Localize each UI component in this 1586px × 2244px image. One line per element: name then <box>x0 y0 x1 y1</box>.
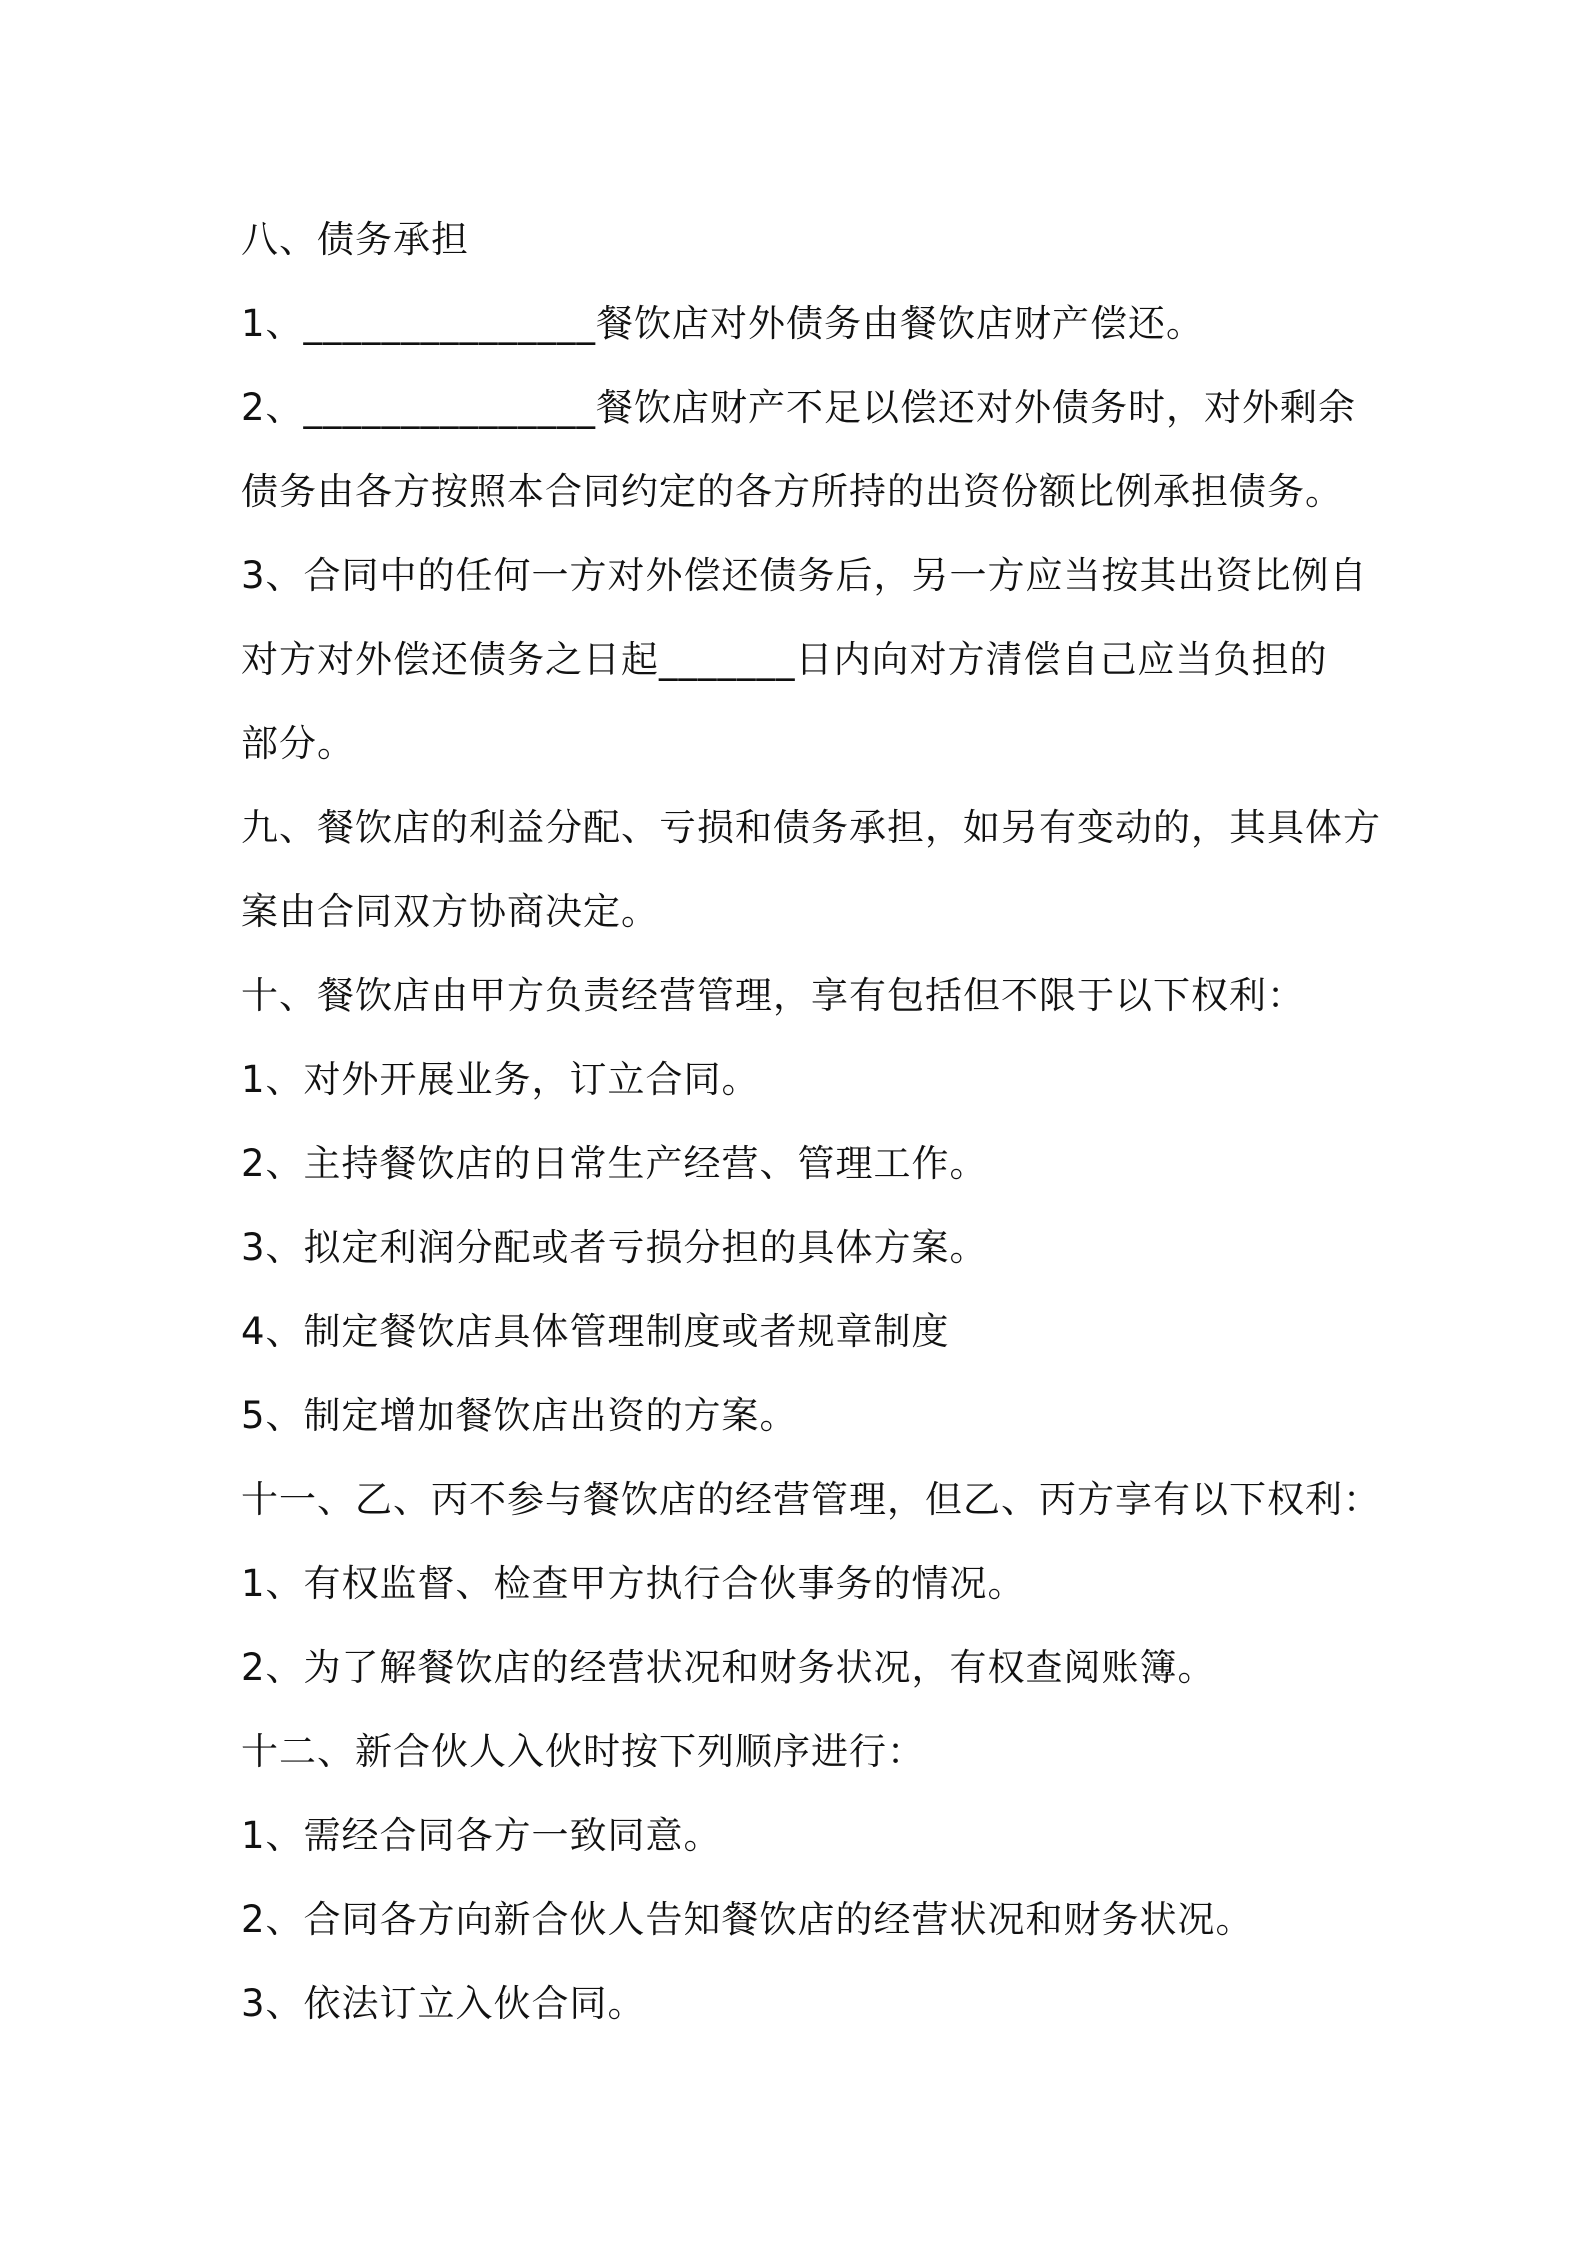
list-item: 2、合同各方向新合伙人告知餐饮店的经营状况和财务状况。 <box>241 1898 1254 1941</box>
document-body <box>241 198 1381 2046</box>
paragraph-line: 债务由各方按照本合同约定的各方所持的出资份额比例承担债务。 <box>241 470 1343 513</box>
paragraph-line: 对方对外偿还债务之日起_______日内向对方清偿自己应当负担的 <box>241 638 1328 681</box>
section-heading-debt: 八、债务承担 <box>241 218 469 261</box>
list-item: 3、依法订立入伙合同。 <box>241 1982 646 2025</box>
paragraph-line: 3、合同中的任何一方对外偿还债务后，另一方应当按其出资比例自 <box>241 554 1368 597</box>
list-item: 3、拟定利润分配或者亏损分担的具体方案。 <box>241 1226 988 1269</box>
paragraph-line: 2、_______________餐饮店财产不足以偿还对外债务时，对外剩余 <box>241 386 1357 429</box>
list-item: 4、制定餐饮店具体管理制度或者规章制度 <box>241 1310 950 1353</box>
list-item: 2、主持餐饮店的日常生产经营、管理工作。 <box>241 1142 988 1185</box>
section-heading-profit: 九、餐饮店的利益分配、亏损和债务承担，如另有变动的，其具体方 <box>241 806 1381 849</box>
section-heading-rights: 十一、乙、丙不参与餐饮店的经营管理，但乙、丙方享有以下权利： <box>241 1478 1381 1521</box>
paragraph-line: 案由合同双方协商决定。 <box>241 890 659 933</box>
section-heading-management: 十、餐饮店由甲方负责经营管理，享有包括但不限于以下权利： <box>241 974 1305 1017</box>
paragraph-line: 1、_______________餐饮店对外债务由餐饮店财产偿还。 <box>241 302 1205 345</box>
list-item: 5、制定增加餐饮店出资的方案。 <box>241 1394 798 1437</box>
paragraph-line: 部分。 <box>241 722 355 765</box>
list-item: 1、对外开展业务，订立合同。 <box>241 1058 760 1101</box>
section-heading-new-partner: 十二、新合伙人入伙时按下列顺序进行： <box>241 1730 925 1773</box>
list-item: 2、为了解餐饮店的经营状况和财务状况，有权查阅账簿。 <box>241 1646 1216 1689</box>
list-item: 1、需经合同各方一致同意。 <box>241 1814 722 1857</box>
list-item: 1、有权监督、检查甲方执行合伙事务的情况。 <box>241 1562 1026 1605</box>
